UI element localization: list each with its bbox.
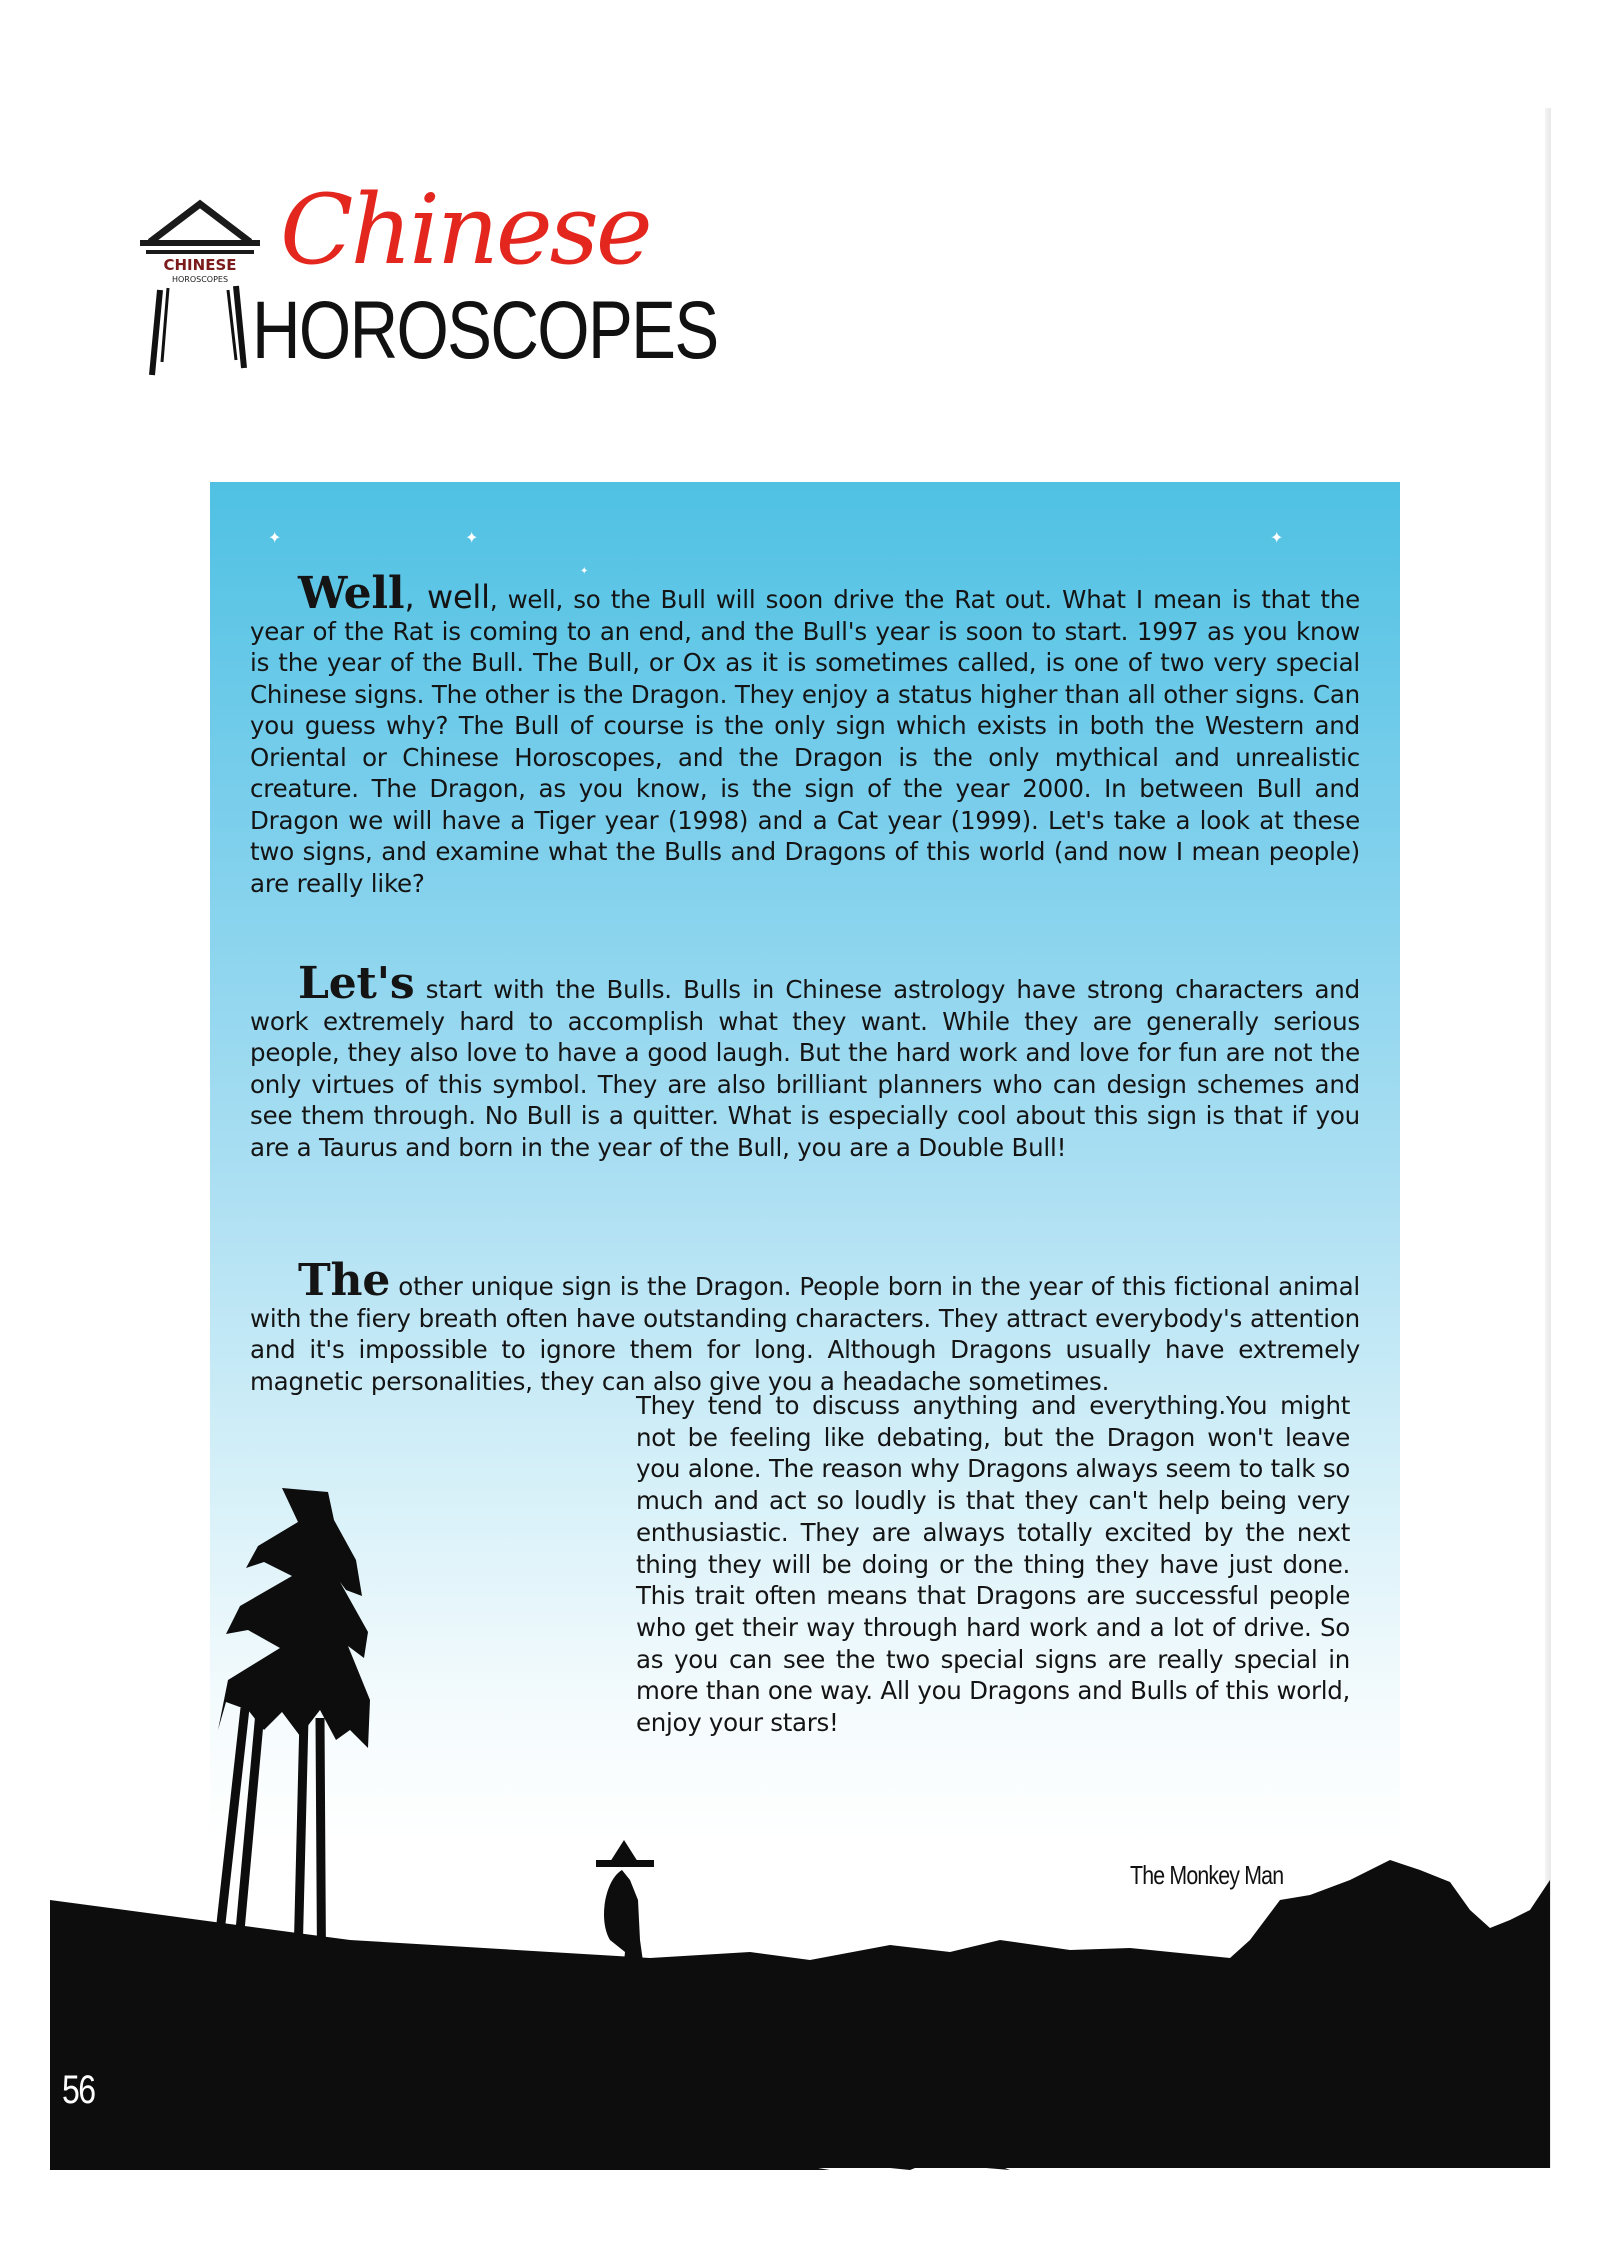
paragraph-bulls	[250, 958, 1360, 1163]
star-icon: ✦	[1270, 528, 1284, 547]
ground-silhouette	[50, 1960, 1550, 2168]
title-chinese: Chinese	[280, 174, 650, 286]
star-icon: ✦	[465, 528, 479, 547]
title-horoscopes: HOROSCOPES	[252, 285, 718, 376]
pagoda-logo-icon	[140, 190, 260, 380]
svg-text:CHINESE: CHINESE	[163, 256, 237, 274]
svg-text:HOROSCOPES: HOROSCOPES	[171, 275, 229, 284]
star-icon: ✦	[268, 528, 282, 547]
paragraph-text: , well, so the Bull will soon drive the Rat out. What I mean is that the year of the Rat is coming to an end, and the Bull's year is soon to start. 1997 as you know is the year of the Bull. The Bull, or Ox as it is sometimes called, is one of two very special Chinese signs. The other is the Dragon. They enjoy a status higher than all other signs. Can you guess why? The Bull of course is the only sign which exists in both the Western and Oriental or Chinese Horoscopes, and the Dragon is the only mythical and unrealistic creature. The Dragon, as you know, is the sign of the year 2000. In between Bull and Dragon we will have a Tiger year (1998) and a Cat year (1999). Let's take a look at these two signs, and examine what the Bulls and Dragons of this world (and now I mean people) are really like?	[250, 585, 1360, 898]
author-signature: The Monkey Man	[1130, 1860, 1284, 1890]
paragraph-text: start with the Bulls. Bulls in Chinese astrology have strong characters and work extremely hard to accomplish what they want. While they are generally serious people, they also love to have a good laugh. But the hard work and love for fun are not the only virtues of this symbol. They are also brilliant planners who can design schemes and see them through. No Bull is a quitter. What is especially cool about this sign is that if you are a Taurus and born in the year of the Bull, you are a Double Bull!	[250, 975, 1360, 1162]
paragraph-text: other unique sign is the Dragon. People born in the year of this fictional animal with the fiery breath often have outstanding characters. They attract everybody's attention and it's impossible to ignore them for long. Although Dragons usually have extremely magnetic personalities, they can also give you a headache sometimes.	[250, 1272, 1360, 1396]
ground-ridge-right	[50, 1840, 1550, 1970]
dropcap: Let's	[298, 958, 415, 1009]
page-number: 56	[62, 2068, 95, 2112]
paragraph-dragons	[250, 1255, 1360, 1397]
dropcap: Well	[298, 568, 405, 619]
paragraph-intro: Well, well, well, so the Bull will soon drive the Rat out. What I mean is that the year of the Rat is coming to an end, and the Bull's year is soon to start. 1997 as you know is the year of the Bull. The Bull, or Ox as it is sometimes called, is one of two very special Chinese signs. The other is the Dragon. They enjoy a status higher than all other signs. Can you guess why? The Bull of course is the only sign which exists in both the Western and Oriental or Chinese Horoscopes, and the Dragon is the only mythical and unrealistic creature. The Dragon, as you know, is the sign of the year 2000. In between Bull and Dragon we will have a Tiger year (1998) and a Cat year (1999). Let's take a look at these two signs, and examine what the Bulls and Dragons of this world (and now I mean people) are really like?	[250, 568, 1360, 898]
page-header	[140, 174, 780, 390]
paragraph-dragons-continued: They tend to discuss anything and everything.You might not be feeling like debating, but the Dragon won't leave you alone. The reason why Dragons always seem to talk so much and act so loudly is that they can't help being very enthusiastic. They are always totally excited by the next thing they will be doing or the thing they have just done. This trait often means that Dragons are successful people who get their way through hard work and a lot of drive. So as you can see the two special signs are really special in more than one way. All you Dragons and Bulls of this world, enjoy your stars!	[636, 1391, 1350, 1738]
dropcap: The	[298, 1255, 391, 1306]
star-icon: ✦	[580, 566, 589, 577]
